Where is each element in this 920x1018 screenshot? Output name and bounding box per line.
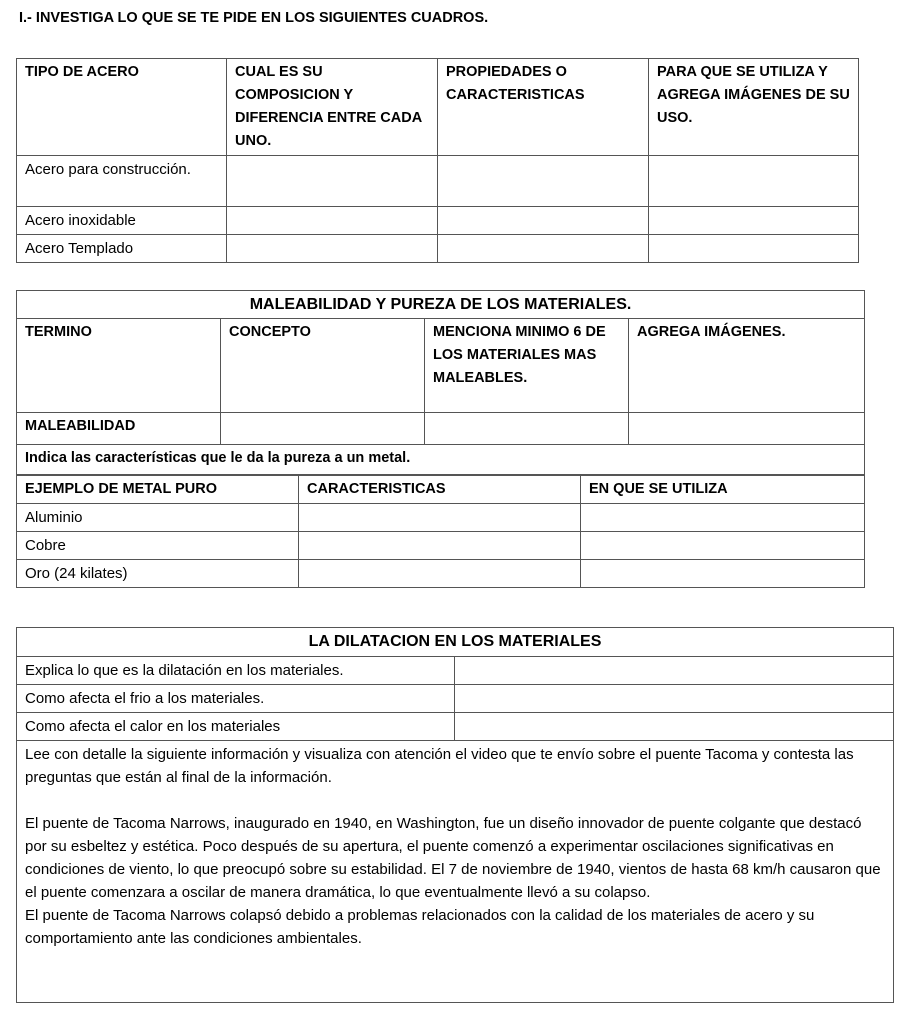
table-title: LA DILATACION EN LOS MATERIALES <box>17 628 894 657</box>
answer-cell[interactable] <box>299 560 581 588</box>
malleability-table <box>16 290 865 475</box>
header-usage: EN QUE SE UTILIZA <box>581 476 865 504</box>
answer-cell[interactable] <box>438 235 649 263</box>
answer-cell[interactable] <box>581 504 865 532</box>
metal-cell: Cobre <box>17 532 299 560</box>
table-header-row <box>17 319 865 413</box>
steel-type-cell: Acero inoxidable <box>17 207 227 235</box>
metal-cell: Oro (24 kilates) <box>17 560 299 588</box>
header-properties: PROPIEDADES O CARACTERISTICAS <box>438 59 649 156</box>
answer-cell[interactable] <box>438 207 649 235</box>
table-row <box>17 445 865 475</box>
answer-cell[interactable] <box>425 413 629 445</box>
table-row <box>17 413 865 445</box>
question-cell: Explica lo que es la dilatación en los materiales. <box>17 657 455 685</box>
answer-cell[interactable] <box>227 156 438 207</box>
table-row <box>17 235 859 263</box>
metal-cell: Aluminio <box>17 504 299 532</box>
answer-cell[interactable] <box>455 685 894 713</box>
question-cell: Como afecta el frio a los materiales. <box>17 685 455 713</box>
answer-cell[interactable] <box>227 235 438 263</box>
header-concept: CONCEPTO <box>221 319 425 413</box>
answer-cell[interactable] <box>299 532 581 560</box>
reading-paragraph: El puente de Tacoma Narrows colapsó debido a problemas relacionados con la calidad de los materiales de acero y su comportamiento ante las condiciones ambientales. <box>25 907 815 947</box>
table-title: MALEABILIDAD Y PUREZA DE LOS MATERIALES. <box>17 291 865 319</box>
table-row <box>17 685 894 713</box>
table-row <box>17 156 859 207</box>
purity-prompt: Indica las características que le da la pureza a un metal. <box>17 445 865 475</box>
table-row <box>17 504 865 532</box>
answer-cell[interactable] <box>629 413 865 445</box>
header-composition: CUAL ES SU COMPOSICION Y DIFERENCIA ENTRE CADA UNO. <box>227 59 438 156</box>
answer-cell[interactable] <box>649 156 859 207</box>
steel-types-table <box>16 58 859 263</box>
thermal-expansion-table <box>16 627 894 1003</box>
header-steel-type: TIPO DE ACERO <box>17 59 227 156</box>
table-row <box>17 713 894 741</box>
table-row <box>17 560 865 588</box>
question-cell: Como afecta el calor en los materiales <box>17 713 455 741</box>
answer-cell[interactable] <box>299 504 581 532</box>
answer-cell[interactable] <box>581 560 865 588</box>
table-row <box>17 657 894 685</box>
answer-cell[interactable] <box>455 657 894 685</box>
answer-cell[interactable] <box>221 413 425 445</box>
header-characteristics: CARACTERISTICAS <box>299 476 581 504</box>
header-malleable-materials: MENCIONA MINIMO 6 DE LOS MATERIALES MAS MALEABLES. <box>425 319 629 413</box>
table-header-row <box>17 476 865 504</box>
table-header-row <box>17 59 859 156</box>
pure-metals-table <box>16 475 865 588</box>
reading-cell <box>17 741 894 1003</box>
answer-cell[interactable] <box>649 235 859 263</box>
answer-cell[interactable] <box>581 532 865 560</box>
reading-row <box>17 741 894 1003</box>
table-row <box>17 532 865 560</box>
steel-type-cell: Acero para construcción. <box>17 156 227 207</box>
answer-cell[interactable] <box>649 207 859 235</box>
answer-cell[interactable] <box>227 207 438 235</box>
reading-instruction: Lee con detalle la siguiente información y visualiza con atención el video que te envío sobre el puente Tacoma y contesta las preguntas que están al final de la información. <box>25 746 854 786</box>
answer-cell[interactable] <box>438 156 649 207</box>
term-cell: MALEABILIDAD <box>17 413 221 445</box>
header-images: AGREGA IMÁGENES. <box>629 319 865 413</box>
header-uses: PARA QUE SE UTILIZA Y AGREGA IMÁGENES DE SU USO. <box>649 59 859 156</box>
answer-cell[interactable] <box>455 713 894 741</box>
table-row <box>17 207 859 235</box>
header-term: TERMINO <box>17 319 221 413</box>
reading-paragraph: El puente de Tacoma Narrows, inaugurado en 1940, en Washington, fue un diseño innovador de puente colgante que destacó por su esbeltez y estética. Poco después de su apertura, el puente comenzó a experimentar oscilaciones significativas en condiciones de viento, lo que preocupó sobre su estabilidad. El 7 de noviembre de 1940, vientos de hasta 68 km/h causaron que el puente comenzara a oscilar de manera dramática, lo que eventualmente llevó a su colapso. <box>25 815 881 901</box>
worksheet-heading: I.- INVESTIGA LO QUE SE TE PIDE EN LOS SIGUIENTES CUADROS. <box>19 10 489 26</box>
header-pure-metal: EJEMPLO DE METAL PURO <box>17 476 299 504</box>
steel-type-cell: Acero Templado <box>17 235 227 263</box>
